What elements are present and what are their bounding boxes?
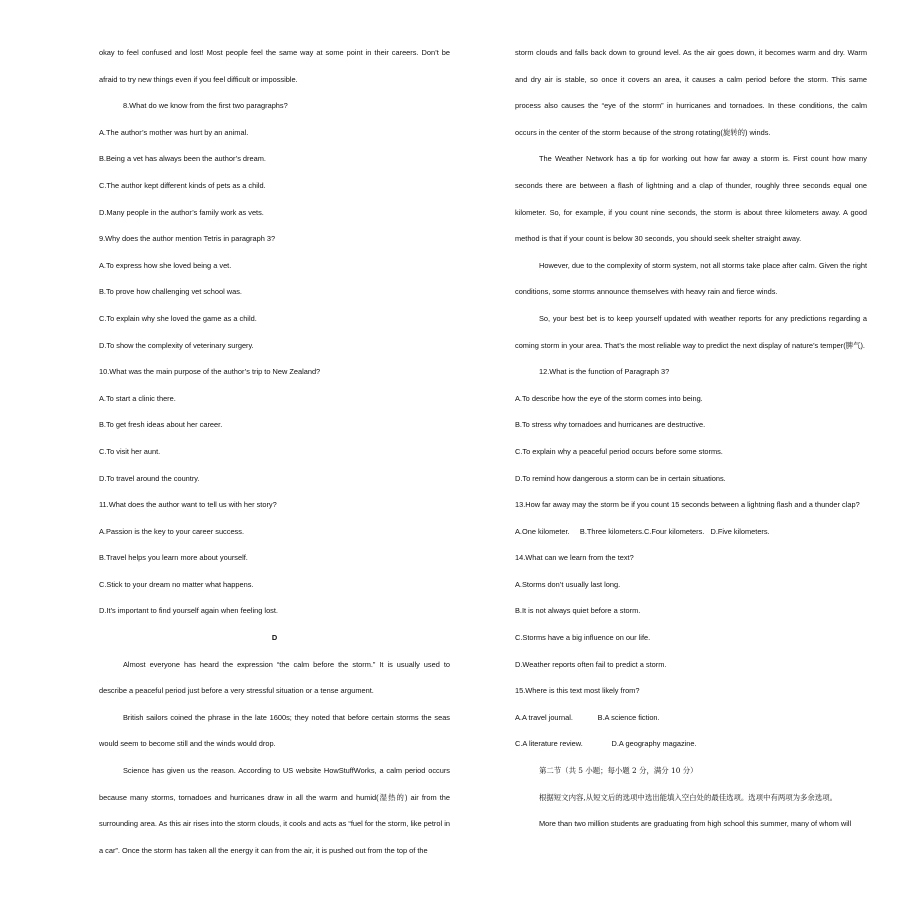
option-12d: D.To remind how dangerous a storm can be in certain situations. — [515, 473, 726, 483]
question-15: 15.Where is this text most likely from? — [515, 686, 640, 696]
options-15ab: A.A travel journal. B.A science fiction. — [515, 712, 660, 722]
right-column — [515, 40, 867, 838]
option-11c: C.Stick to your dream no matter what happens. — [99, 579, 254, 589]
option-14b: B.It is not always quiet before a storm. — [515, 606, 641, 616]
option-9b: B.To prove how challenging vet school was. — [99, 287, 242, 297]
question-14: 14.What can we learn from the text? — [515, 553, 634, 563]
option-10c: C.To visit her aunt. — [99, 446, 161, 456]
paragraph-d3: Science has given us the reason. According to US website HowStuffWorks, a calm period occurs because many storms, tornadoes and hurricanes draw in all the warm and humid(湿热的) air from the surrounding area. As this air rises into the storm clouds, it cools and acts as “fuel for the storm, like petrol in a car”. Once the storm has taken all the energy it can from the air, it is pushed out from the top of the — [99, 766, 450, 855]
paragraph-last: More than two million students are graduating from high school this summer, many of whom will — [539, 819, 852, 829]
paragraph-r1: storm clouds and falls back down to ground level. As the air goes down, it becomes warm and dry. Warm and dry air is stable, so once it covers an area, it causes a calm period before the storm. This same process also causes the “eye of the storm” in hurricanes and tornadoes. In these conditions, the calm occurs in the center of the storm because of the strong rotating(旋转的) winds. — [515, 48, 867, 137]
paragraph-d1: Almost everyone has heard the expression “the calm before the storm.” It is usually used to describe a peaceful period just before a very stressful situation or a tense argument. — [99, 659, 450, 696]
option-9c: C.To explain why she loved the game as a child. — [99, 313, 257, 323]
option-8c: C.The author kept different kinds of pets as a child. — [99, 180, 266, 190]
question-12: 12.What is the function of Paragraph 3? — [539, 367, 670, 377]
question-11: 11.What does the author want to tell us with her story? — [99, 500, 277, 510]
paragraph-r2: The Weather Network has a tip for working out how far away a storm is. First count how many seconds there are between a flash of lightning and a clap of thunder, roughly three seconds equal one kilometer. So, for example, if you count nine seconds, the storm is about three kilometers away. A good method is that if your count is below 30 seconds, you should seek shelter straight away. — [515, 154, 867, 244]
option-14d: D.Weather reports often fail to predict a storm. — [515, 659, 667, 669]
option-12c: C.To explain why a peaceful period occurs before some storms. — [515, 446, 723, 456]
option-8d: D.Many people in the author’s family work as vets. — [99, 207, 264, 217]
options-15cd: C.A literature review. D.A geography magazine. — [515, 739, 697, 749]
option-8a: A.The author’s mother was hurt by an animal. — [99, 127, 249, 137]
option-11b: B.Travel helps you learn more about yourself. — [99, 553, 248, 563]
option-11a: A.Passion is the key to your career success. — [99, 526, 245, 536]
option-14c: C.Storms have a big influence on our life. — [515, 633, 651, 643]
question-9: 9.Why does the author mention Tetris in paragraph 3? — [99, 234, 276, 244]
options-13: A.One kilometer. B.Three kilometers.C.Four kilometers. D.Five kilometers. — [515, 526, 770, 536]
option-10b: B.To get fresh ideas about her career. — [99, 420, 223, 430]
option-9d: D.To show the complexity of veterinary surgery. — [99, 340, 254, 350]
question-8: 8.What do we know from the first two paragraphs? — [123, 101, 288, 111]
option-14a: A.Storms don’t usually last long. — [515, 579, 621, 589]
paragraph-intro: okay to feel confused and lost! Most people feel the same way at some point in their careers. Don’t be afraid to try new things even if you feel difficult or impossible. — [99, 48, 450, 84]
option-9a: A.To express how she loved being a vet. — [99, 260, 232, 270]
option-11d: D.It’s important to find yourself again when feeling lost. — [99, 606, 278, 616]
left-column — [99, 40, 450, 864]
section-2-instructions: 根据短文内容,从短文后的选项中选出能填入空白处的最佳选项。选项中有两项为多余选项。 — [539, 792, 837, 802]
option-8b: B.Being a vet has always been the author’s dream. — [99, 154, 266, 164]
option-10a: A.To start a clinic there. — [99, 393, 176, 403]
paragraph-r3: However, due to the complexity of storm system, not all storms take place after calm. Given the right conditions, some storms announce themselves with heavy rain and fierce winds. — [515, 260, 867, 297]
option-12a: A.To describe how the eye of the storm comes into being. — [515, 393, 703, 403]
paragraph-d2: British sailors coined the phrase in the late 1600s; they noted that before certain storms the seas would seem to become still and the winds would drop. — [99, 712, 450, 749]
question-13: 13.How far away may the storm be if you count 15 seconds between a lightning flash and a thunder clap? — [515, 500, 860, 510]
option-10d: D.To travel around the country. — [99, 473, 200, 483]
option-12b: B.To stress why tornadoes and hurricanes are destructive. — [515, 420, 706, 430]
section-d-heading: D — [271, 633, 278, 643]
section-2-title: 第二节（共 5 小题；每小题 2 分，满分 10 分） — [539, 766, 698, 776]
paragraph-r4: So, your best bet is to keep yourself updated with weather reports for any predictions regarding a coming storm in your area. That’s the most reliable way to predict the next display of nature’s temper(脾气). — [515, 313, 867, 350]
question-10: 10.What was the main purpose of the author’s trip to New Zealand? — [99, 367, 321, 377]
